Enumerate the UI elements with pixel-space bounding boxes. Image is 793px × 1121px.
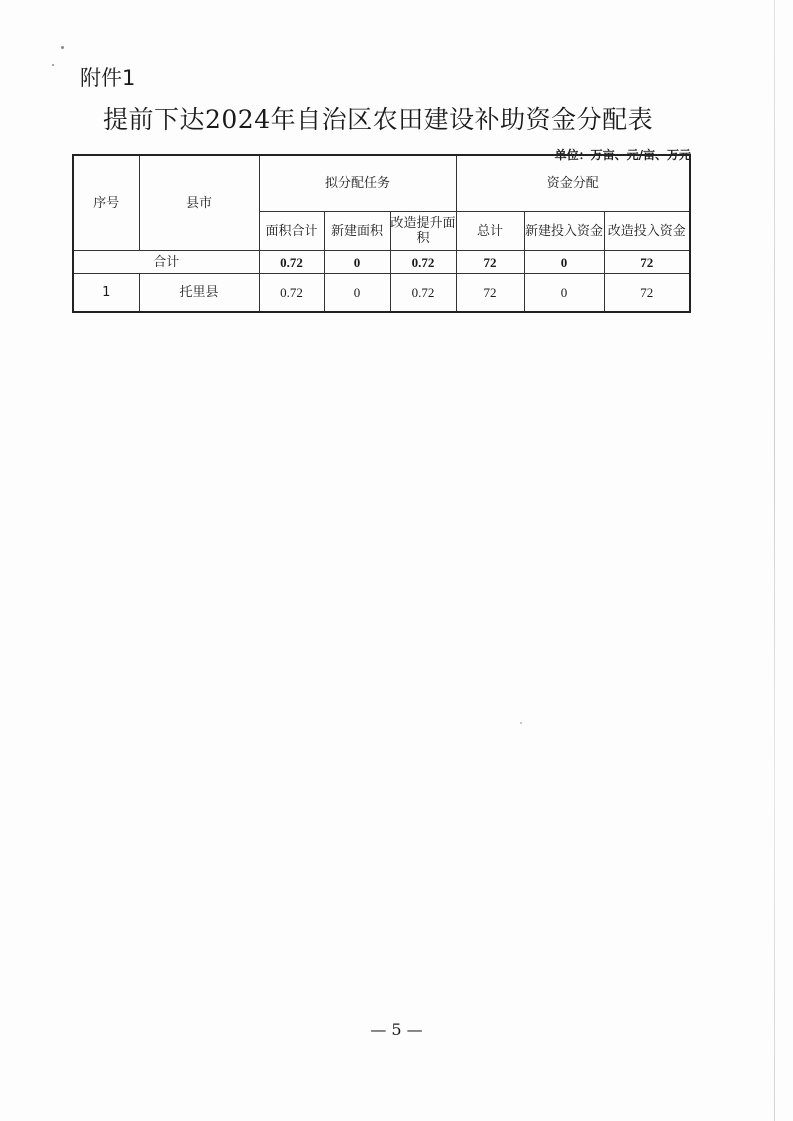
- table-row: [73, 274, 690, 313]
- total-cell: 0.72: [259, 251, 324, 274]
- total-cell: 0: [324, 251, 390, 274]
- attachment-label: 附件1: [80, 66, 136, 90]
- total-cell: 0: [524, 251, 604, 274]
- page-number: — 5 —: [370, 1020, 423, 1039]
- row-cell: 0.72: [390, 274, 456, 313]
- scan-speck: [52, 64, 54, 66]
- scan-speck: [61, 46, 64, 49]
- row-county: 托里县: [139, 274, 259, 313]
- header-fund-group: 资金分配: [456, 155, 690, 212]
- row-seq: 1: [73, 274, 139, 313]
- total-cell: 0.72: [390, 251, 456, 274]
- row-cell: 72: [604, 274, 690, 313]
- unit-note: 单位：万亩、元/亩、万元: [554, 148, 691, 162]
- header-total-area: 面积合计: [259, 212, 324, 251]
- row-cell: 0: [324, 274, 390, 313]
- document-title: 提前下达2024年自治区农田建设补助资金分配表: [103, 105, 654, 134]
- scan-speck: [520, 722, 522, 724]
- header-county: 县市: [139, 155, 259, 251]
- header-upgrade-fund: 改造投入资金: [604, 212, 690, 251]
- header-new-fund: 新建投入资金: [524, 212, 604, 251]
- table-total-row: [73, 251, 690, 274]
- header-fund-total: 总计: [456, 212, 524, 251]
- header-task-group: 拟分配任务: [259, 155, 456, 212]
- allocation-table: [72, 154, 691, 313]
- header-upgrade-area: 改造提升面积: [390, 212, 456, 251]
- row-cell: 0: [524, 274, 604, 313]
- row-cell: 72: [456, 274, 524, 313]
- total-cell: 72: [456, 251, 524, 274]
- total-cell: 72: [604, 251, 690, 274]
- header-new-area: 新建面积: [324, 212, 390, 251]
- scan-edge-line: [774, 0, 775, 1121]
- header-seq: 序号: [73, 155, 139, 251]
- row-cell: 0.72: [259, 274, 324, 313]
- total-label: 合计: [73, 251, 259, 274]
